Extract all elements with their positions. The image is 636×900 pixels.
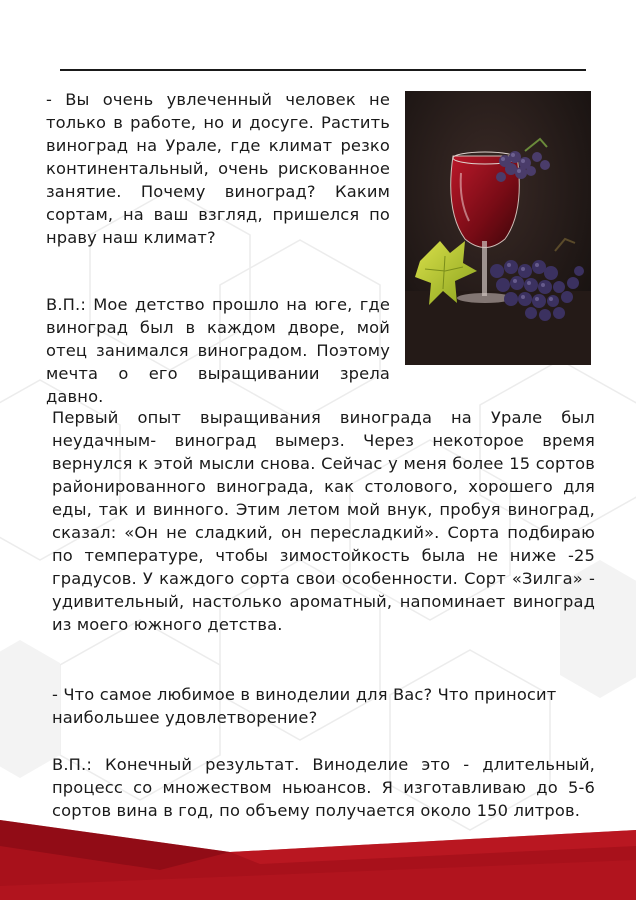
answer-2: В.П.: Конечный результат. Виноделие это - длительный, процесс со множеством ньюансов. Я изготавливаю до 5-6 сортов вина в год, по объему получается около 150 литров.: [52, 755, 595, 820]
top-divider-line: [60, 69, 586, 71]
interview-question-2: - Что самое любимое в виноделии для Вас? Что приносит наибольшее удовлетворение?: [52, 685, 557, 727]
wine-glass-grapes-photo: [405, 91, 591, 365]
answer-1-body: Первый опыт выращивания винограда на Урале был неудачным- виноград вымерз. Через некоторое время вернулся к этой мысли снова. Сейчас у меня более 15 сортов районированного винограда, как столового, хорошего для еды, так и винного. Этим летом мой внук, пробуя виноград, сказал: «Он не сладкий, он пересладкий». Сорта подбираю по температуре, чтобы зимостойкость была не ниже -25 градусов. У каждого сорта свои особенности. Сорт «Зилга» - удивительный, настолько ароматный, напоминает виноград из моего южного детства.: [52, 408, 595, 634]
interview-question-1: - Вы очень увлеченный человек не только в работе, но и досуге. Растить виноград на Урале, где климат резко континентальный, очень рискованное занятие. Почему виноград? Каким сортам, на ваш взгляд, пришелся по нраву наш климат?: [46, 90, 390, 247]
answer-1-intro: В.П.: Мое детство прошло на юге, где виноград был в каждом дворе, мой отец занимался виноградом. Поэтому мечта о его выращивании зрела давно.: [46, 295, 390, 406]
